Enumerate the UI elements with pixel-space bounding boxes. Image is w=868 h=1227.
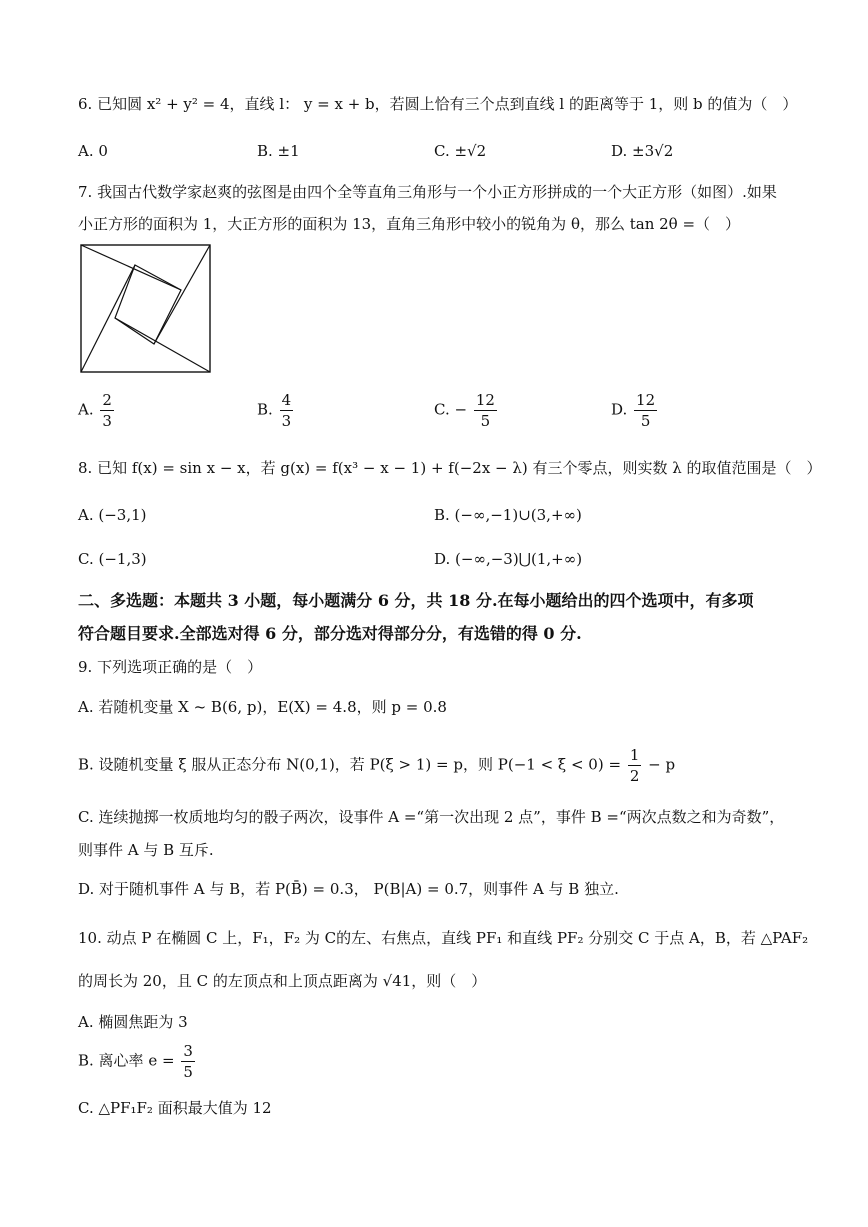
q9-option-b [78,745,675,786]
q7-stem-line1: 7. 我国古代数学家赵爽的弦图是由四个全等直角三角形与一个小正方形拼成的一个大正方形（如图）.如果 [78,183,777,201]
q6-option-d: D. ±3√2 [611,142,674,160]
q7-option-a-label: A. [78,400,94,419]
q8-option-a: A. (−3,1) [78,506,147,524]
q6-stem: 6. 已知圆 x² + y² = 4，直线 l： y = x + b，若圆上恰有三个点到直线 l 的距离等于 1，则 b 的值为（ ） [78,95,798,113]
q6-option-c: C. ±√2 [434,142,487,160]
q9-option-b-tail: − p [648,755,676,774]
q7-option-c-numerator: 12 [475,391,495,409]
q8-option-c: C. (−1,3) [78,550,147,568]
q9-option-b-fraction [628,745,642,786]
q7-option-b [257,390,295,431]
q10-option-b [78,1041,197,1082]
q6-option-a: A. 0 [78,142,108,160]
q9-option-b-numerator: 1 [629,746,640,764]
q7-option-d-numerator: 12 [636,391,656,409]
q10-stem-line2: 的周长为 20，且 C 的左顶点和上顶点距离为 √41，则（ ） [78,972,487,990]
q7-option-c-sign: − [454,400,468,419]
q6-option-b: B. ±1 [257,142,300,160]
q7-option-a-numerator: 2 [102,391,112,409]
q9-option-b-text: B. 设随机变量 ξ 服从正态分布 N(0,1)，若 P(ξ > 1) = p，则 P(−1 < ξ < 0) = [78,755,622,774]
q7-option-c-label: C. [434,400,450,419]
q7-stem-line2: 小正方形的面积为 1，大正方形的面积为 13，直角三角形中较小的锐角为 θ，那么 tan 2θ =（ ） [78,215,741,233]
section2-heading-line1: 二、多选题：本题共 3 小题，每小题满分 6 分，共 18 分.在每小题给出的四个选项中，有多项 [78,591,754,610]
q10-stem-line1: 10. 动点 P 在椭圆 C 上，F₁，F₂ 为 C的左、右焦点，直线 PF₁ 和直线 PF₂ 分别交 C 于点 A，B，若 △PAF₂ [78,929,809,947]
q9-option-c-line1: C. 连续抛掷一枚质地均匀的骰子两次，设事件 A =“第一次出现 2 点”，事件 B =“两次点数之和为奇数”， [78,808,785,826]
q7-option-d [611,390,659,431]
q9-stem: 9. 下列选项正确的是（ ） [78,658,263,676]
q7-option-d-denominator: 5 [640,412,651,430]
section2-heading-line2: 符合题目要求.全部选对得 6 分，部分选对得部分分，有选错的得 0 分. [78,624,582,643]
q8-stem: 8. 已知 f(x) = sin x − x，若 g(x) = f(x³ − x − 1) + f(−2x − λ) 有三个零点，则实数 λ 的取值范围是（ ） [78,459,822,477]
q9-option-b-denominator: 2 [629,767,640,785]
q10-option-b-denominator: 5 [183,1063,193,1081]
q7-option-b-fraction [280,390,294,431]
q10-option-a: A. 椭圆焦距为 3 [78,1013,188,1031]
q8-option-b: B. (−∞,−1)∪(3,+∞) [434,506,582,524]
q7-option-d-label: D. [611,400,628,419]
q7-option-b-label: B. [257,400,273,419]
q7-option-c-denominator: 5 [480,412,491,430]
zhao-shuang-hypotenuse-figure [80,244,212,374]
q10-option-b-text: B. 离心率 e = [78,1051,175,1070]
q7-option-c-fraction [474,390,497,431]
q10-option-c: C. △PF₁F₂ 面积最大值为 12 [78,1099,272,1117]
q10-option-b-fraction [181,1041,195,1082]
q9-option-c-line2: 则事件 A 与 B 互斥. [78,841,214,859]
q7-option-c [434,390,499,431]
q7-option-a [78,390,116,431]
q9-option-d: D. 对于随机事件 A 与 B，若 P(B̄) = 0.3， P(B|A) = 0.7，则事件 A 与 B 独立. [78,880,619,898]
q7-option-b-denominator: 3 [281,412,292,430]
q7-option-a-denominator: 3 [102,412,112,430]
q10-option-b-numerator: 3 [183,1042,193,1060]
q9-option-a: A. 若随机变量 X ~ B(6, p)，E(X) = 4.8，则 p = 0.8 [78,698,447,716]
q7-option-b-numerator: 4 [281,391,292,409]
q8-option-d: D. (−∞,−3)⋃(1,+∞) [434,550,583,568]
q7-option-a-fraction [100,390,114,431]
q7-option-d-fraction [634,390,657,431]
